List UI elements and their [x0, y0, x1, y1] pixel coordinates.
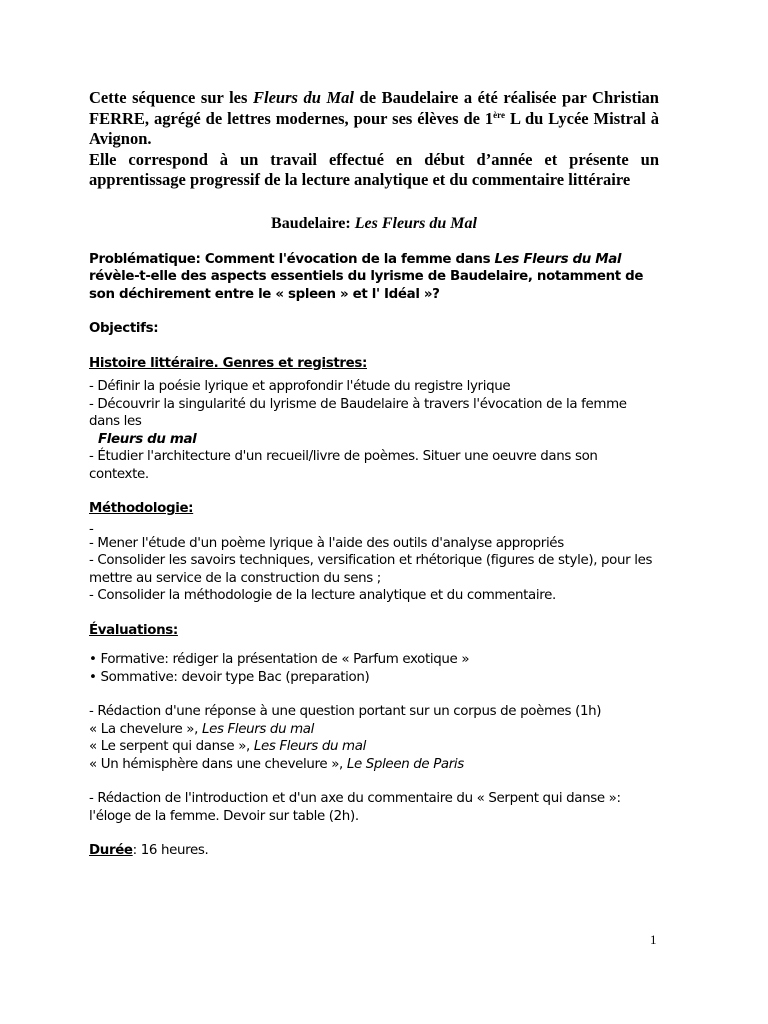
- duree-value: : 16 heures.: [132, 843, 209, 858]
- corpus-poem: [89, 756, 659, 774]
- methodologie-section: [89, 500, 659, 605]
- intro-paragraph: [89, 88, 659, 191]
- duree-line: [89, 842, 659, 860]
- poem-source: Le Spleen de Paris: [346, 756, 464, 772]
- histoire-label: Histoire littéraire. Genres et registres:: [89, 355, 367, 371]
- list-item: -: [89, 521, 94, 537]
- list-item: - Consolider les savoirs techniques, versification et rhétorique (figures de style), pour les mettre au service de la construction du sens ;: [89, 553, 653, 586]
- intro-title-italic: Fleurs du Mal: [252, 88, 354, 107]
- list-item: • Formative: rédiger la présentation de « Parfum exotique »: [89, 652, 470, 667]
- objectifs-label: Objectifs:: [89, 321, 159, 336]
- problematique-text: Problématique: Comment l'évocation de la femme dans: [89, 251, 495, 267]
- intro-text: L du Lycée Mistral à Avignon.: [89, 108, 659, 148]
- poem-title: « Le serpent qui danse »,: [89, 739, 254, 754]
- page-title: [89, 214, 659, 234]
- methodologie-label: Méthodologie:: [89, 501, 194, 516]
- poem-source: Les Fleurs du mal: [201, 721, 315, 737]
- intro-credit: [89, 88, 659, 150]
- intro-text: Cette séquence sur les: [89, 88, 253, 107]
- page-number: 1: [650, 932, 657, 947]
- document-page: [89, 88, 659, 860]
- fleurs-italic: Fleurs du mal: [98, 431, 197, 447]
- problematique: [89, 251, 659, 304]
- list-item: - Rédaction de l'introduction et d'un axe du commentaire du « Serpent qui danse »: l'éloge de la femme. Devoir sur table (2h).: [89, 791, 621, 824]
- list-item: - Consolider la méthodologie de la lecture analytique et du commentaire.: [89, 588, 556, 603]
- corpus-poem: [89, 721, 659, 739]
- duree-label: Durée: [89, 843, 133, 858]
- list-item: - Mener l'étude d'un poème lyrique à l'aide des outils d'analyse appropriés: [89, 535, 564, 551]
- list-item: • Sommative: devoir type Bac (preparation): [89, 669, 370, 685]
- poem-source: Les Fleurs du mal: [253, 739, 366, 754]
- list-item-continuation: [89, 431, 659, 449]
- histoire-section: [89, 355, 659, 484]
- list-item: - Découvrir la singularité du lyrisme de Baudelaire à travers l'évocation de la femme dans les: [89, 396, 627, 429]
- evaluations-section: [89, 622, 659, 826]
- list-item: - Rédaction d'une réponse à une question portant sur un corpus de poèmes (1h): [89, 704, 602, 719]
- corpus-poem: [89, 738, 659, 756]
- poem-title: « Un hémisphère dans une chevelure »,: [89, 756, 347, 772]
- poem-title: « La chevelure »,: [89, 721, 202, 737]
- title-work: Les Fleurs du Mal: [354, 214, 477, 232]
- list-item: - Étudier l'architecture d'un recueil/livre de poèmes. Situer une oeuvre dans son contexte.: [89, 449, 598, 482]
- title-author: Baudelaire:: [271, 214, 355, 232]
- intro-superscript: ère: [493, 109, 505, 120]
- evaluations-label: Évaluations:: [89, 622, 178, 638]
- intro-description: Elle correspond à un travail effectué en début d’année et présente un apprentissage progressif de la lecture analytique et du commentaire littéraire: [89, 149, 659, 189]
- list-item: - Définir la poésie lyrique et approfondir l'étude du registre lyrique: [89, 379, 511, 394]
- problematique-text: révèle-t-elle des aspects essentiels du lyrisme de Baudelaire, notamment de son déchirement entre le « spleen » et l' Idéal »?: [89, 269, 644, 302]
- intro-text: de Baudelaire a été réalisée par Christian FERRE, agrégé de lettres modernes, pour ses élèves de 1: [89, 88, 659, 128]
- problematique-italic: Les Fleurs du Mal: [494, 251, 622, 267]
